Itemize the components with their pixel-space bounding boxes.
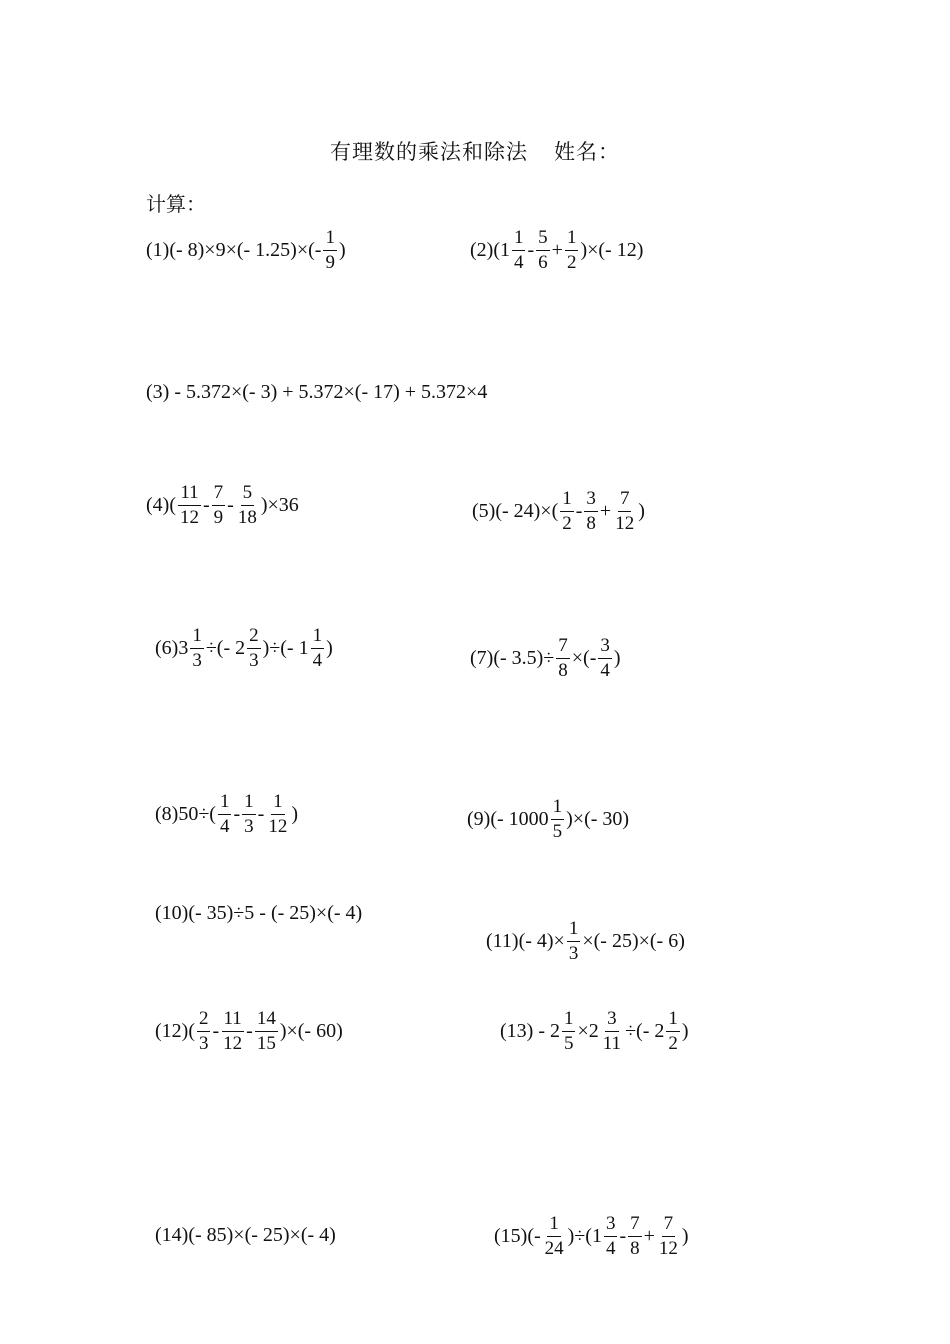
- denominator: 12: [615, 512, 635, 534]
- expression-text: (6)3: [155, 636, 189, 659]
- fraction: [247, 626, 261, 671]
- fraction: [242, 792, 256, 837]
- numerator: 3: [598, 636, 612, 659]
- expression-text: (2)(1: [470, 238, 510, 261]
- expression-text: -: [527, 238, 535, 261]
- fraction: [604, 1214, 618, 1259]
- problem-1: [146, 228, 346, 273]
- fraction: [657, 1214, 680, 1259]
- numerator: 1: [547, 1214, 561, 1237]
- fraction: [311, 626, 325, 671]
- problem-12: [155, 1009, 343, 1054]
- numerator: 1: [512, 228, 526, 251]
- fraction: [565, 228, 579, 273]
- numerator: 5: [241, 483, 255, 506]
- expression-text: -: [202, 493, 210, 516]
- expression-text: -: [212, 1019, 220, 1042]
- expression-text: (10)(- 35)÷5 - (- 25)×(- 4): [155, 902, 363, 924]
- expression-text: ×2: [577, 1019, 599, 1042]
- denominator: 8: [558, 659, 568, 681]
- expression-text: )×(- 30): [566, 807, 630, 830]
- numerator: 7: [662, 1214, 676, 1237]
- denominator: 3: [244, 815, 254, 837]
- fraction: [190, 626, 204, 671]
- numerator: 1: [242, 792, 256, 815]
- fraction: [266, 792, 289, 837]
- denominator: 9: [213, 506, 224, 528]
- denominator: 6: [538, 251, 548, 273]
- expression-text: (4)(: [146, 493, 176, 516]
- denominator: 12: [658, 1237, 678, 1259]
- fraction: [255, 1009, 278, 1054]
- numerator: 1: [311, 626, 325, 649]
- problem-2: [470, 228, 643, 273]
- denominator: 12: [268, 815, 288, 837]
- denominator: 4: [605, 1237, 616, 1259]
- denominator: 3: [568, 942, 579, 964]
- numerator: 7: [618, 489, 632, 512]
- expression-text: (1)(- 8)×9×(- 1.25)×(-: [146, 238, 322, 261]
- numerator: 2: [197, 1009, 211, 1032]
- problem-14: [155, 1224, 336, 1247]
- expression-text: ÷(- 2: [625, 1019, 665, 1042]
- numerator: 3: [604, 1214, 618, 1237]
- problem-11: [486, 919, 685, 964]
- expression-text: -: [227, 493, 234, 516]
- denominator: 8: [586, 512, 596, 534]
- numerator: 1: [190, 626, 204, 649]
- problem-4: [146, 483, 299, 528]
- fraction: [666, 1009, 680, 1054]
- fraction: [562, 1009, 576, 1054]
- expression-text: ): [613, 646, 621, 669]
- expression-text: (12)(: [155, 1019, 195, 1042]
- problem-3: [146, 381, 487, 404]
- numerator: 1: [271, 792, 285, 815]
- denominator: 3: [249, 649, 259, 671]
- expression-text: ): [638, 499, 645, 522]
- expression-text: ): [291, 802, 298, 825]
- expression-text: )×(- 12): [580, 238, 644, 261]
- expression-text: (8)50÷(: [155, 802, 216, 825]
- problem-10: [155, 902, 362, 925]
- denominator: 3: [198, 1032, 209, 1054]
- numerator: 1: [567, 919, 581, 942]
- expression-text: -: [575, 499, 583, 522]
- worksheet-title: [0, 136, 950, 166]
- problem-6: [155, 626, 333, 671]
- expression-text: (3) - 5.372×(- 3) + 5.372×(- 17) + 5.372×4: [146, 381, 488, 403]
- fraction: [221, 1009, 244, 1054]
- fraction: [628, 1214, 642, 1259]
- expression-text: -: [246, 1019, 253, 1042]
- denominator: 15: [256, 1032, 276, 1054]
- problem-13: [500, 1009, 689, 1054]
- numerator: 1: [551, 797, 565, 820]
- denominator: 2: [566, 251, 577, 273]
- fraction: [543, 1214, 566, 1259]
- numerator: 5: [536, 228, 550, 251]
- denominator: 4: [219, 815, 230, 837]
- numerator: 1: [666, 1009, 680, 1032]
- expression-text: -: [257, 802, 265, 825]
- fraction: [551, 797, 565, 842]
- expression-text: ×(- 25)×(- 6): [582, 929, 685, 952]
- numerator: 11: [178, 483, 200, 506]
- expression-text: )×36: [260, 493, 299, 516]
- fraction: [584, 489, 598, 534]
- denominator: 3: [192, 649, 202, 671]
- expression-text: -: [233, 802, 241, 825]
- expression-text: ): [681, 1224, 689, 1247]
- numerator: 1: [218, 792, 232, 815]
- expression-text: )×(- 60): [279, 1019, 343, 1042]
- expression-text: ): [326, 636, 333, 659]
- numerator: 7: [628, 1214, 642, 1237]
- problem-7: [470, 636, 621, 681]
- fraction: [197, 1009, 211, 1054]
- numerator: 1: [565, 228, 579, 251]
- problem-9: [467, 797, 629, 842]
- numerator: 7: [212, 483, 226, 506]
- expression-text: (14)(- 85)×(- 25)×(- 4): [155, 1224, 336, 1246]
- denominator: 8: [630, 1237, 640, 1259]
- expression-text: (15)(-: [494, 1224, 541, 1247]
- fraction: [613, 489, 636, 534]
- expression-text: )÷(1: [567, 1224, 602, 1247]
- expression-text: ): [681, 1019, 689, 1042]
- fraction: [536, 228, 550, 273]
- expression-text: +: [643, 1224, 655, 1247]
- denominator: 4: [600, 659, 610, 681]
- expression-text: ÷(- 2: [205, 636, 246, 659]
- numerator: 14: [255, 1009, 278, 1032]
- numerator: 1: [560, 489, 574, 512]
- fraction: [556, 636, 570, 681]
- expression-text: (13) - 2: [500, 1019, 560, 1042]
- fraction: [598, 636, 612, 681]
- expression-text: )÷(- 1: [262, 636, 309, 659]
- fraction: [212, 483, 226, 528]
- denominator: 4: [513, 251, 524, 273]
- denominator: 5: [552, 820, 563, 842]
- title-text: 有理数的乘法和除法: [330, 140, 528, 164]
- denominator: 18: [237, 506, 257, 528]
- problem-8: [155, 792, 298, 837]
- denominator: 2: [562, 512, 572, 534]
- denominator: 11: [602, 1032, 622, 1054]
- expression-text: +: [551, 238, 563, 261]
- denominator: 5: [563, 1032, 574, 1054]
- numerator: 2: [247, 626, 261, 649]
- expression-text: ): [338, 238, 346, 261]
- numerator: 1: [323, 228, 337, 251]
- expression-text: ×(-: [571, 646, 597, 669]
- fraction: [601, 1009, 623, 1054]
- denominator: 24: [544, 1237, 564, 1259]
- expression-text: +: [599, 499, 612, 522]
- fraction: [178, 483, 201, 528]
- name-label: 姓名：: [554, 140, 620, 164]
- denominator: 12: [223, 1032, 243, 1054]
- denominator: 4: [312, 649, 323, 671]
- fraction: [218, 792, 232, 837]
- fraction: [560, 489, 574, 534]
- expression-text: (5)(- 24)×(: [472, 499, 559, 522]
- denominator: 9: [325, 251, 335, 273]
- fraction: [236, 483, 259, 528]
- denominator: 12: [179, 506, 199, 528]
- fraction: [567, 919, 581, 964]
- expression-text: (7)(- 3.5)÷: [470, 646, 555, 669]
- expression-text: -: [619, 1224, 627, 1247]
- numerator: 7: [556, 636, 570, 659]
- expression-text: (11)(- 4)×: [486, 929, 565, 952]
- numerator: 3: [605, 1009, 619, 1032]
- expression-text: (9)(- 1000: [467, 807, 549, 830]
- numerator: 1: [562, 1009, 576, 1032]
- problem-5: [472, 489, 645, 534]
- section-label: 计算：: [146, 192, 206, 216]
- numerator: 3: [584, 489, 598, 512]
- fraction: [323, 228, 337, 273]
- denominator: 2: [668, 1032, 678, 1054]
- problem-15: [494, 1214, 689, 1259]
- fraction: [512, 228, 526, 273]
- numerator: 11: [222, 1009, 244, 1032]
